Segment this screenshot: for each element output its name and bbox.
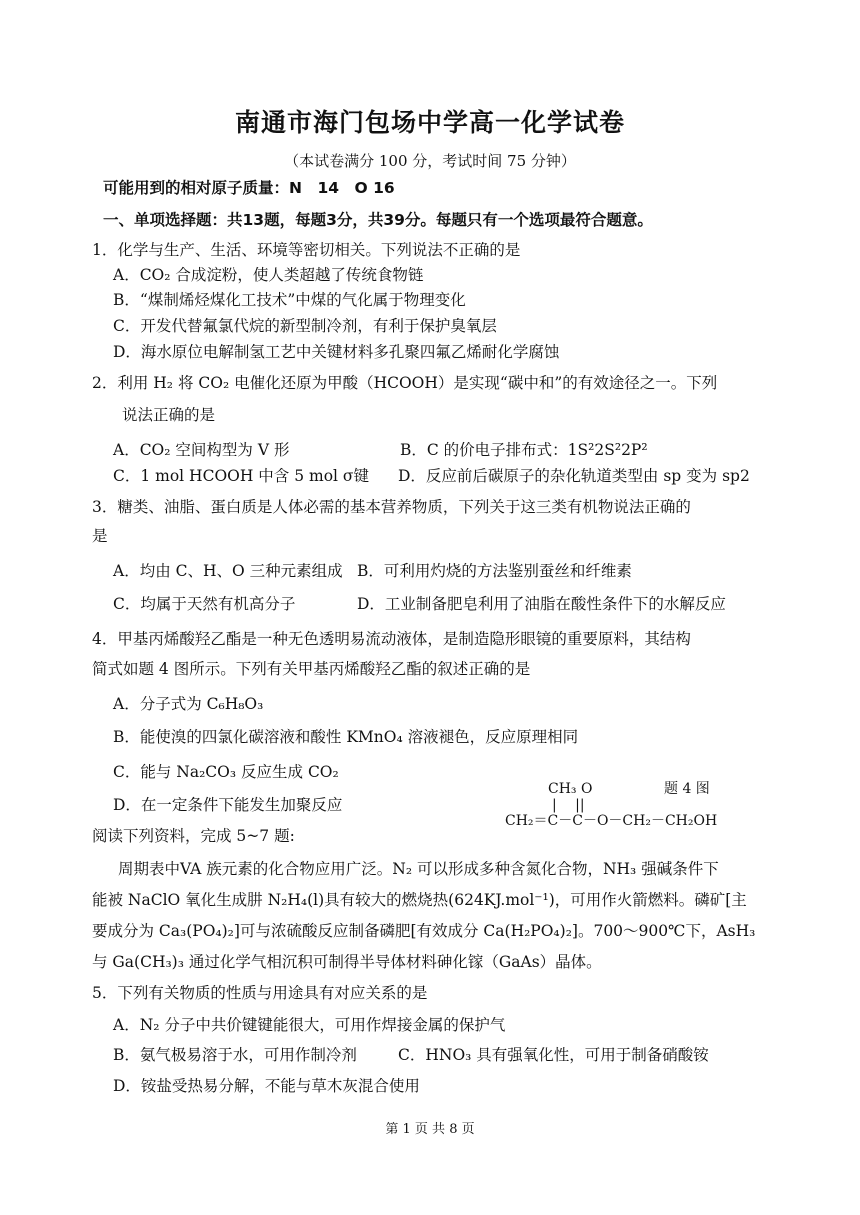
- q3-option-b: B．可利用灼烧的方法鉴别蚕丝和纤维素: [357, 562, 632, 580]
- q4-option-b: B．能使溴的四氯化碳溶液和酸性 KMnO₄ 溶液褪色，反应原理相同: [113, 728, 579, 746]
- q5-stem: 5．下列有关物质的性质与用途具有对应关系的是: [92, 984, 428, 1002]
- q2-option-b: B．C 的价电子排布式：1S²2S²2P²: [400, 441, 648, 459]
- q1-stem: 1．化学与生产、生活、环境等密切相关。下列说法不正确的是: [92, 241, 521, 259]
- atomic-mass-note: 可能用到的相对原子质量：N 14 O 16: [103, 179, 395, 197]
- page-title: 南通市海门包场中学高一化学试卷: [234, 108, 625, 137]
- q4-option-a: A．分子式为 C₆H₈O₃: [113, 695, 264, 713]
- q2-option-a: A．CO₂ 空间构型为 V 形: [113, 441, 290, 459]
- reading-intro: 阅读下列资料，完成 5~7 题:: [92, 827, 295, 845]
- q1-option-b: B．“煤制烯烃煤化工技术”中煤的气化属于物理变化: [113, 291, 466, 309]
- q3-stem-line1: 3．糖类、油脂、蛋白质是人体必需的基本营养物质，下列关于这三类有机物说法正确的: [92, 498, 691, 516]
- section-heading: 一、单项选择题：共13题，每题3分，共39分。每题只有一个选项最符合题意。: [103, 211, 653, 229]
- reading-line1: 周期表中VA 族元素的化合物应用广泛。N₂ 可以形成多种含氮化合物，NH₃ 强碱条件下: [118, 860, 719, 878]
- q3-option-d: D．工业制备肥皂利用了油脂在酸性条件下的水解反应: [357, 595, 726, 613]
- reading-line4: 与 Ga(CH₃)₃ 通过化学气相沉积可制得半导体材料砷化镓（GaAs）晶体。: [92, 953, 602, 971]
- q5-option-c: C．HNO₃ 具有强氧化性，可用于制备硝酸铵: [398, 1046, 709, 1064]
- q5-option-a: A．N₂ 分子中共价键键能很大，可用作焊接金属的保护气: [113, 1016, 506, 1034]
- q2-option-c: C．1 mol HCOOH 中含 5 mol σ键: [113, 467, 370, 485]
- q3-option-c: C．均属于天然有机高分子: [113, 595, 296, 613]
- q4-option-c: C．能与 Na₂CO₃ 反应生成 CO₂: [113, 763, 339, 781]
- figure-label: 题 4 图: [664, 781, 710, 797]
- q2-stem-line1: 2．利用 H₂ 将 CO₂ 电催化还原为甲酸（HCOOH）是实现“碳中和”的有效途径之一。下列: [92, 374, 718, 392]
- reading-line3: 要成分为 Ca₃(PO₄)₂]可与浓硫酸反应制备磷肥[有效成分 Ca(H₂PO₄)₂]。700～900℃下，AsH₃: [92, 922, 756, 940]
- structure-main-chain: CH₂＝C－C－O－CH₂－CH₂OH: [505, 813, 718, 829]
- q4-option-d: D．在一定条件下能发生加聚反应: [113, 796, 343, 814]
- page-footer: 第 1 页 共 8 页: [385, 1122, 475, 1137]
- exam-info: （本试卷满分 100 分，考试时间 75 分钟）: [284, 152, 576, 170]
- q1-option-c: C．开发代替氟氯代烷的新型制冷剂，有利于保护臭氧层: [113, 317, 497, 335]
- structure-top-groups: CH₃ O: [548, 781, 593, 797]
- q4-stem-line2: 简式如题 4 图所示。下列有关甲基丙烯酸羟乙酯的叙述正确的是: [92, 660, 531, 678]
- q2-option-d: D．反应前后碳原子的杂化轨道类型由 sp 变为 sp2: [398, 467, 750, 485]
- structure-bonds: | ||: [552, 797, 585, 813]
- q5-option-d: D．铵盐受热易分解，不能与草木灰混合使用: [113, 1077, 420, 1095]
- q3-option-a: A．均由 C、H、O 三种元素组成: [113, 562, 343, 580]
- q4-stem-line1: 4．甲基丙烯酸羟乙酯是一种无色透明易流动液体，是制造隐形眼镜的重要原料，其结构: [92, 630, 691, 648]
- q5-option-b: B．氨气极易溶于水，可用作制冷剂: [113, 1046, 357, 1064]
- q1-option-d: D．海水原位电解制氢工艺中关键材料多孔聚四氟乙烯耐化学腐蚀: [113, 343, 560, 361]
- q3-stem-line2: 是: [92, 527, 108, 545]
- q2-stem-line2: 说法正确的是: [122, 406, 216, 424]
- reading-line2: 能被 NaClO 氧化生成肼 N₂H₄(l)具有较大的燃烧热(624KJ.mol⁻¹)，可用作火箭燃料。磷矿[主: [92, 891, 747, 909]
- q1-option-a: A．CO₂ 合成淀粉，使人类超越了传统食物链: [113, 266, 424, 284]
